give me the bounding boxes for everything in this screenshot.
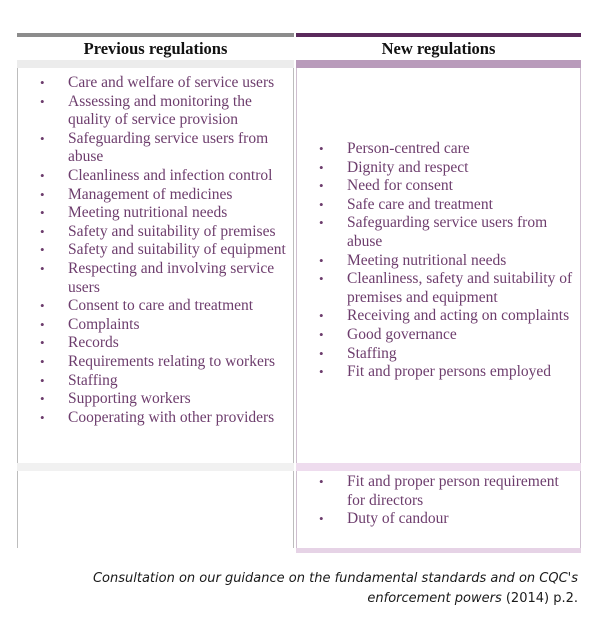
list-item: • Requirements relating to workers (18, 353, 293, 372)
list-item: • Safety and suitability of premises (18, 223, 293, 242)
previous-regulations-column (17, 33, 294, 548)
list-item: • Management of medicines (18, 186, 293, 205)
list-item: • Dignity and respect (297, 159, 580, 178)
row-separator (296, 463, 581, 471)
header-band (296, 60, 581, 68)
caption-suffix: (2014) p.2. (501, 591, 578, 606)
previous-regulations-empty-cell (17, 471, 294, 548)
list-item: • Staffing (297, 345, 580, 364)
list-item: • Cleanliness, safety and suitability of premises and equipment (297, 270, 580, 307)
list-item: • Safe care and treatment (297, 196, 580, 215)
list-item: • Person-centred care (297, 140, 580, 159)
list-item: • Supporting workers (18, 390, 293, 409)
list-item: • Records (18, 334, 293, 353)
list-item: • Care and welfare of service users (18, 74, 293, 93)
new-regulations-additional-list (297, 471, 580, 529)
list-item: • Safeguarding service users from abuse (18, 130, 293, 167)
list-item: • Meeting nutritional needs (18, 204, 293, 223)
row-separator (17, 463, 294, 471)
list-item: • Assessing and monitoring the quality of service provision (18, 93, 293, 130)
list-item: • Safety and suitability of equipment (18, 241, 293, 260)
list-item: • Fit and proper person requirement for directors (297, 473, 580, 510)
list-item: • Need for consent (297, 177, 580, 196)
list-item: • Staffing (18, 372, 293, 391)
list-item: • Cleanliness and infection control (18, 167, 293, 186)
previous-regulations-cell (17, 68, 294, 463)
new-regulations-header: New regulations (296, 33, 581, 60)
caption-title-line1: Consultation on our guidance on the fundamental standards and on CQC's (92, 571, 578, 586)
footer-band (296, 548, 581, 553)
new-regulations-additional-cell (296, 471, 581, 548)
previous-regulations-header: Previous regulations (17, 33, 294, 60)
list-item: • Good governance (297, 326, 580, 345)
list-item: • Cooperating with other providers (18, 409, 293, 428)
list-item: • Receiving and acting on complaints (297, 307, 580, 326)
list-item: • Fit and proper persons employed (297, 363, 580, 382)
list-item: • Meeting nutritional needs (297, 252, 580, 271)
previous-regulations-list (18, 68, 293, 427)
new-regulations-column (296, 33, 581, 553)
list-item: • Duty of candour (297, 510, 580, 529)
new-regulations-cell (296, 68, 581, 463)
header-band (17, 60, 294, 68)
caption-title-line2: enforcement powers (367, 591, 502, 606)
new-regulations-list (297, 140, 580, 382)
list-item: • Respecting and involving service users (18, 260, 293, 297)
list-item: • Complaints (18, 316, 293, 335)
list-item: • Safeguarding service users from abuse (297, 214, 580, 251)
source-caption (58, 569, 578, 609)
list-item: • Consent to care and treatment (18, 297, 293, 316)
